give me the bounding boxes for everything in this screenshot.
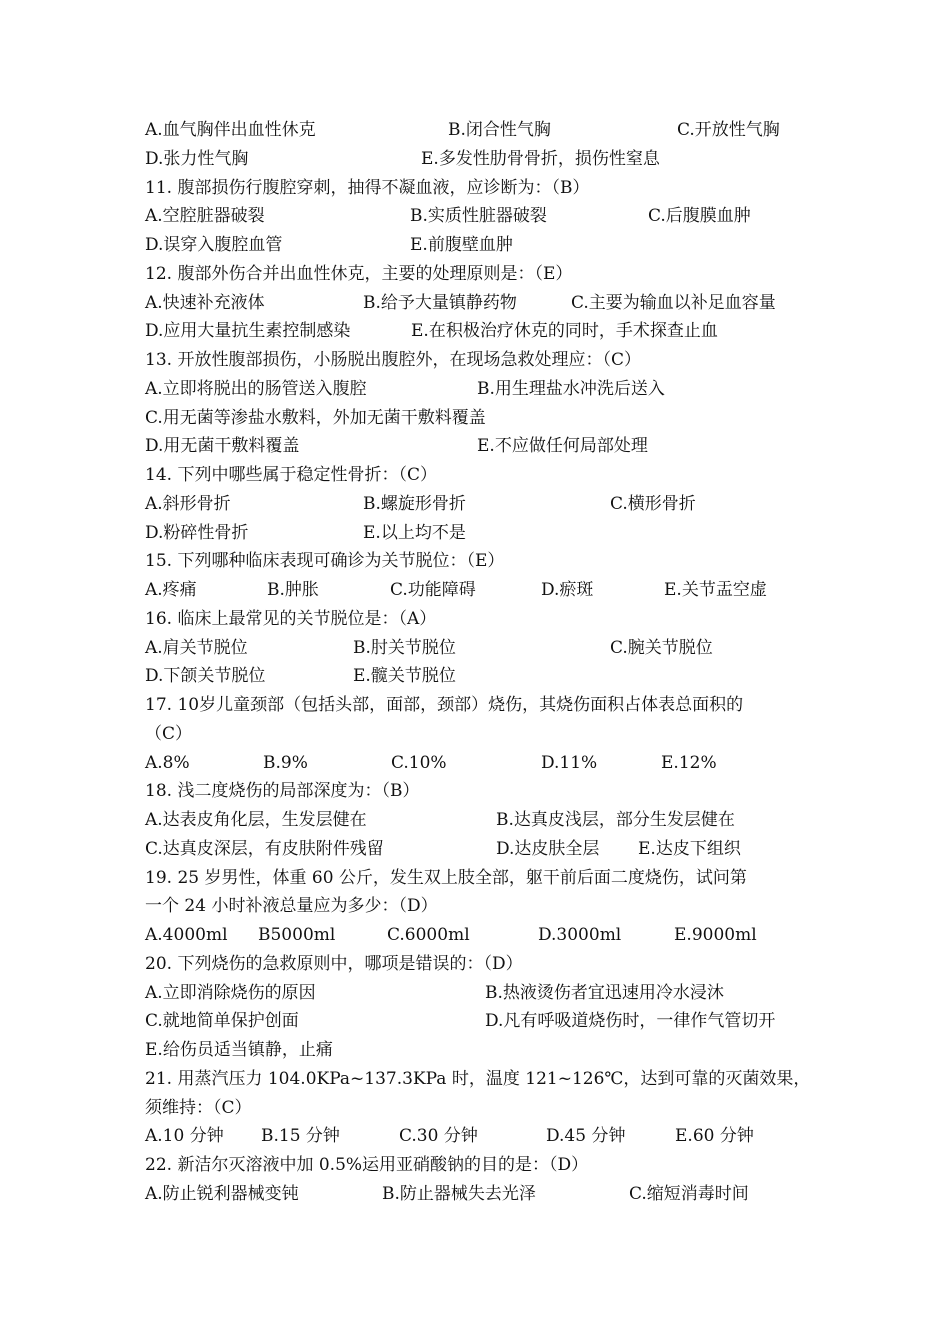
- options-line: [145, 202, 825, 231]
- q17-options-1-opt-1: B.9%: [263, 752, 308, 773]
- q11-options-2-opt-1: E.前腹壁血肿: [410, 235, 513, 255]
- q18-options-2-opt-0: C.达真皮深层，有皮肤附件残留: [145, 838, 384, 859]
- options-line: [145, 835, 825, 864]
- options-line: [145, 806, 825, 835]
- q15-options-1-opt-2: C.功能障碍: [390, 580, 476, 600]
- q18-options-2-opt-1: D.达皮肤全层: [496, 838, 600, 859]
- q15-options-1-opt-1: B.肿胀: [267, 580, 319, 600]
- question-16: 16. 临床上最常见的关节脱位是：（A）: [145, 608, 437, 629]
- q20-options-1-opt-1: B.热液烫伤者宜迅速用冷水浸沐: [485, 982, 724, 1003]
- options-line: [145, 289, 825, 318]
- question-line: [145, 605, 825, 634]
- q10-options-1-opt-2: C.开放性气胸: [677, 120, 780, 140]
- options-line: [145, 231, 825, 260]
- question-line: [145, 1094, 825, 1123]
- q13-options-3-opt-0: D.用无菌干敷料覆盖: [145, 436, 300, 457]
- question-20: 20. 下列烧伤的急救原则中，哪项是错误的：（D）: [145, 953, 523, 974]
- q14-options-1-opt-1: B.螺旋形骨折: [363, 493, 466, 514]
- question-line: [145, 346, 825, 375]
- options-line: [145, 1036, 825, 1065]
- q15-options-1-opt-0: A.疼痛: [145, 580, 197, 600]
- q13-options-1-opt-1: B.用生理盐水冲洗后送入: [477, 378, 665, 399]
- question-19-cont: 一个 24 小时补液总量应为多少：（D）: [145, 896, 438, 917]
- question-12: 12. 腹部外伤合并出血性休克，主要的处理原则是：（E）: [145, 263, 573, 284]
- q12-options-2-opt-1: E.在积极治疗休克的同时，手术探查止血: [411, 321, 718, 342]
- q18-options-2-opt-2: E.达皮下组织: [638, 838, 741, 859]
- question-13: 13. 开放性腹部损伤，小肠脱出腹腔外，在现场急救处理应：（C）: [145, 350, 641, 370]
- question-line: [145, 1151, 825, 1180]
- q10-options-2-opt-0: D.张力性气胸: [145, 148, 249, 169]
- q14-options-1-opt-2: C.横形骨折: [610, 493, 696, 514]
- q14-options-2-opt-1: E.以上均不是: [363, 522, 466, 543]
- question-line: [145, 950, 825, 979]
- question-21-cont: 须维持：（C）: [145, 1097, 252, 1118]
- options-line: [145, 145, 825, 174]
- question-17-answer: （C）: [145, 723, 193, 744]
- q17-options-1-opt-2: C.10%: [391, 752, 447, 773]
- q13-options-1-opt-0: A.立即将脱出的肠管送入腹腔: [145, 378, 367, 399]
- options-line: [145, 519, 825, 548]
- question-line: [145, 174, 825, 203]
- q20-options-2-opt-0: C.就地简单保护创面: [145, 1011, 299, 1032]
- q15-options-1-opt-3: D.瘀斑: [541, 580, 594, 600]
- question-line: [145, 1065, 825, 1094]
- question-line: [145, 892, 825, 921]
- options-line: [145, 1122, 825, 1151]
- question-22: 22. 新洁尔灭溶液中加 0.5%运用亚硝酸钠的目的是：（D）: [145, 1155, 589, 1175]
- q15-options-1-opt-4: E.关节盂空虚: [664, 580, 767, 600]
- question-11: 11. 腹部损伤行腹腔穿刺，抽得不凝血液，应诊断为：（B）: [145, 177, 590, 198]
- q18-options-1-opt-0: A.达表皮角化层，生发层健在: [145, 810, 367, 830]
- question-line: [145, 260, 825, 289]
- options-line: [145, 1007, 825, 1036]
- q11-options-1-opt-0: A.空腔脏器破裂: [145, 206, 265, 227]
- question-14: 14. 下列中哪些属于稳定性骨折：（C）: [145, 465, 437, 485]
- options-line: [145, 921, 825, 950]
- question-line: [145, 720, 825, 749]
- options-line: [145, 1180, 825, 1209]
- q14-options-1-opt-0: A.斜形骨折: [145, 493, 231, 514]
- options-line: [145, 375, 825, 404]
- options-line: [145, 979, 825, 1008]
- q21-options-1-opt-3: D.45 分钟: [546, 1126, 626, 1147]
- question-line: [145, 461, 825, 490]
- q19-options-1-opt-2: C.6000ml: [387, 925, 470, 945]
- question-18: 18. 浅二度烧伤的局部深度为：（B）: [145, 781, 420, 802]
- q11-options-2-opt-0: D.误穿入腹腔血管: [145, 235, 283, 255]
- q13-options-3-opt-1: E.不应做任何局部处理: [477, 436, 648, 457]
- options-line: [145, 576, 825, 605]
- q13-options-2-opt-0: C.用无菌等渗盐水敷料，外加无菌干敷料覆盖: [145, 407, 486, 428]
- q10-options-2-opt-1: E.多发性肋骨骨折，损伤性窒息: [421, 148, 660, 169]
- q17-options-1-opt-4: E.12%: [661, 752, 717, 773]
- question-line: [145, 777, 825, 806]
- q19-options-1-opt-1: B5000ml: [258, 925, 336, 945]
- question-15: 15. 下列哪种临床表现可确诊为关节脱位：（E）: [145, 551, 505, 572]
- q20-options-2-opt-1: D.凡有呼吸道烧伤时，一律作气管切开: [485, 1011, 776, 1032]
- q21-options-1-opt-4: E.60 分钟: [675, 1126, 754, 1147]
- options-line: [145, 116, 825, 145]
- q18-options-1-opt-1: B.达真皮浅层，部分生发层健在: [496, 810, 735, 830]
- q19-options-1-opt-3: D.3000ml: [538, 925, 622, 945]
- options-line: [145, 490, 825, 519]
- question-line: [145, 691, 825, 720]
- q20-options-3-opt-0: E.给伤员适当镇静，止痛: [145, 1040, 333, 1060]
- q22-options-1-opt-1: B.防止器械失去光泽: [382, 1183, 536, 1204]
- q16-options-2-opt-0: D.下颌关节脱位: [145, 666, 266, 687]
- q16-options-2-opt-1: E.髋关节脱位: [353, 666, 456, 687]
- options-line: [145, 317, 825, 346]
- q22-options-1-opt-0: A.防止锐利器械变钝: [145, 1183, 299, 1204]
- q10-options-1-opt-0: A.血气胸伴出血性休克: [145, 120, 316, 140]
- options-line: [145, 662, 825, 691]
- q20-options-1-opt-0: A.立即消除烧伤的原因: [145, 982, 316, 1003]
- q11-options-1-opt-1: B.实质性脏器破裂: [410, 206, 547, 227]
- question-17: 17. 10岁儿童颈部（包括头部，面部，颈部）烧伤，其烧伤面积占体表总面积的: [145, 695, 744, 715]
- question-21: 21. 用蒸汽压力 104.0KPa~137.3KPa 时，温度 121~126℃，达到可靠的灭菌效果，: [145, 1068, 811, 1089]
- q14-options-2-opt-0: D.粉碎性骨折: [145, 522, 249, 543]
- question-line: [145, 547, 825, 576]
- options-line: [145, 404, 825, 433]
- options-line: [145, 432, 825, 461]
- q16-options-1-opt-0: A.肩关节脱位: [145, 637, 248, 658]
- q21-options-1-opt-1: B.15 分钟: [261, 1126, 340, 1147]
- options-line: [145, 749, 825, 778]
- question-19: 19. 25 岁男性，体重 60 公斤，发生双上肢全部，躯干前后面二度烧伤，试问第: [145, 867, 747, 888]
- q12-options-1-opt-0: A.快速补充液体: [145, 292, 265, 313]
- q12-options-1-opt-2: C.主要为输血以补足血容量: [571, 292, 776, 313]
- q19-options-1-opt-4: E.9000ml: [674, 925, 757, 945]
- q22-options-1-opt-2: C.缩短消毒时间: [629, 1183, 749, 1204]
- q21-options-1-opt-0: A.10 分钟: [145, 1126, 224, 1147]
- question-list: [145, 116, 825, 1209]
- q17-options-1-opt-3: D.11%: [541, 752, 598, 773]
- q12-options-1-opt-1: B.给予大量镇静药物: [363, 292, 517, 313]
- q16-options-1-opt-1: B.肘关节脱位: [353, 637, 456, 658]
- q12-options-2-opt-0: D.应用大量抗生素控制感染: [145, 321, 351, 342]
- q17-options-1-opt-0: A.8%: [145, 752, 190, 773]
- q10-options-1-opt-1: B.闭合性气胸: [448, 120, 551, 140]
- options-line: [145, 634, 825, 663]
- q11-options-1-opt-2: C.后腹膜血肿: [648, 206, 751, 227]
- q21-options-1-opt-2: C.30 分钟: [399, 1126, 478, 1147]
- q19-options-1-opt-0: A.4000ml: [145, 925, 228, 945]
- question-line: [145, 864, 825, 893]
- q16-options-1-opt-2: C.腕关节脱位: [610, 637, 713, 658]
